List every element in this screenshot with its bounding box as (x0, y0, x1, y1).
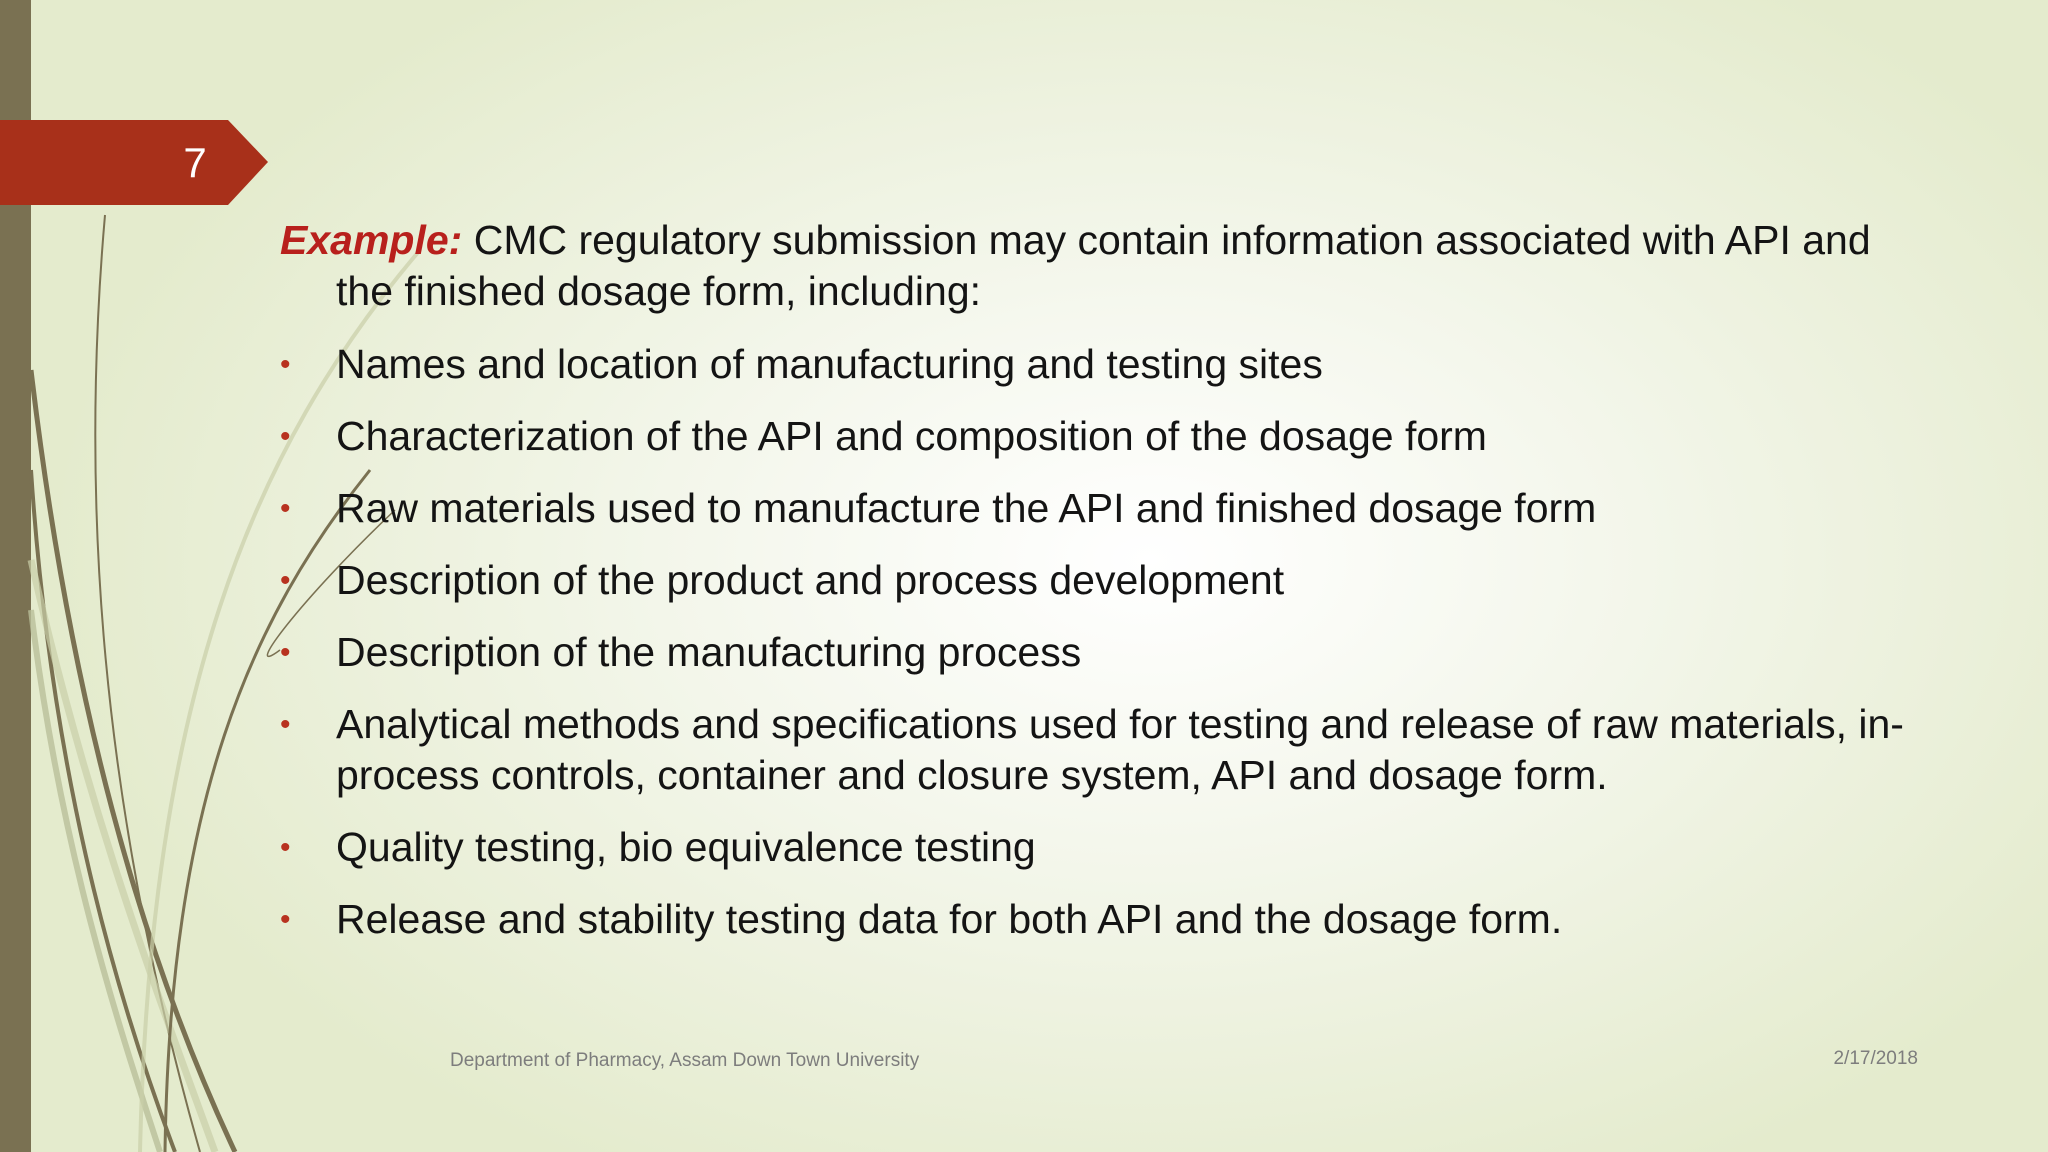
footer-text: Department of Pharmacy, Assam Down Town University (450, 1050, 920, 1071)
bullet-text: Analytical methods and specifications used for testing and release of raw materials, in-process controls, container and closure system, API and dosage form. (336, 701, 1904, 798)
bullet-icon: • (280, 348, 291, 381)
list-item (280, 822, 1920, 873)
slide-body (280, 215, 1920, 966)
bullet-icon: • (280, 831, 291, 864)
list-item (280, 894, 1920, 945)
list-item (280, 699, 1920, 801)
list-item (280, 627, 1920, 678)
list-item (280, 339, 1920, 390)
slide-number: 7 (183, 139, 207, 186)
intro-paragraph (280, 215, 1920, 317)
bullet-icon: • (280, 564, 291, 597)
intro-text: CMC regulatory submission may contain information associated with API and the finished dosage form, including: (336, 217, 1871, 314)
intro-label: Example: (280, 217, 463, 263)
bullet-text: Raw materials used to manufacture the API and finished dosage form (336, 485, 1597, 531)
bullet-icon: • (280, 903, 291, 936)
bullet-icon: • (280, 636, 291, 669)
bullet-text: Names and location of manufacturing and testing sites (336, 341, 1323, 387)
bullet-text: Quality testing, bio equivalence testing (336, 824, 1036, 870)
bullet-text: Description of the manufacturing process (336, 629, 1082, 675)
bullet-text: Characterization of the API and composition of the dosage form (336, 413, 1487, 459)
bullet-icon: • (280, 492, 291, 525)
bullet-text: Description of the product and process development (336, 557, 1285, 603)
footer-date: 2/17/2018 (1833, 1048, 1918, 1069)
bullet-text: Release and stability testing data for both API and the dosage form. (336, 896, 1563, 942)
bullet-icon: • (280, 708, 291, 741)
list-item (280, 483, 1920, 534)
bullet-icon: • (280, 420, 291, 453)
bullet-list (280, 339, 1920, 945)
list-item (280, 411, 1920, 462)
list-item (280, 555, 1920, 606)
